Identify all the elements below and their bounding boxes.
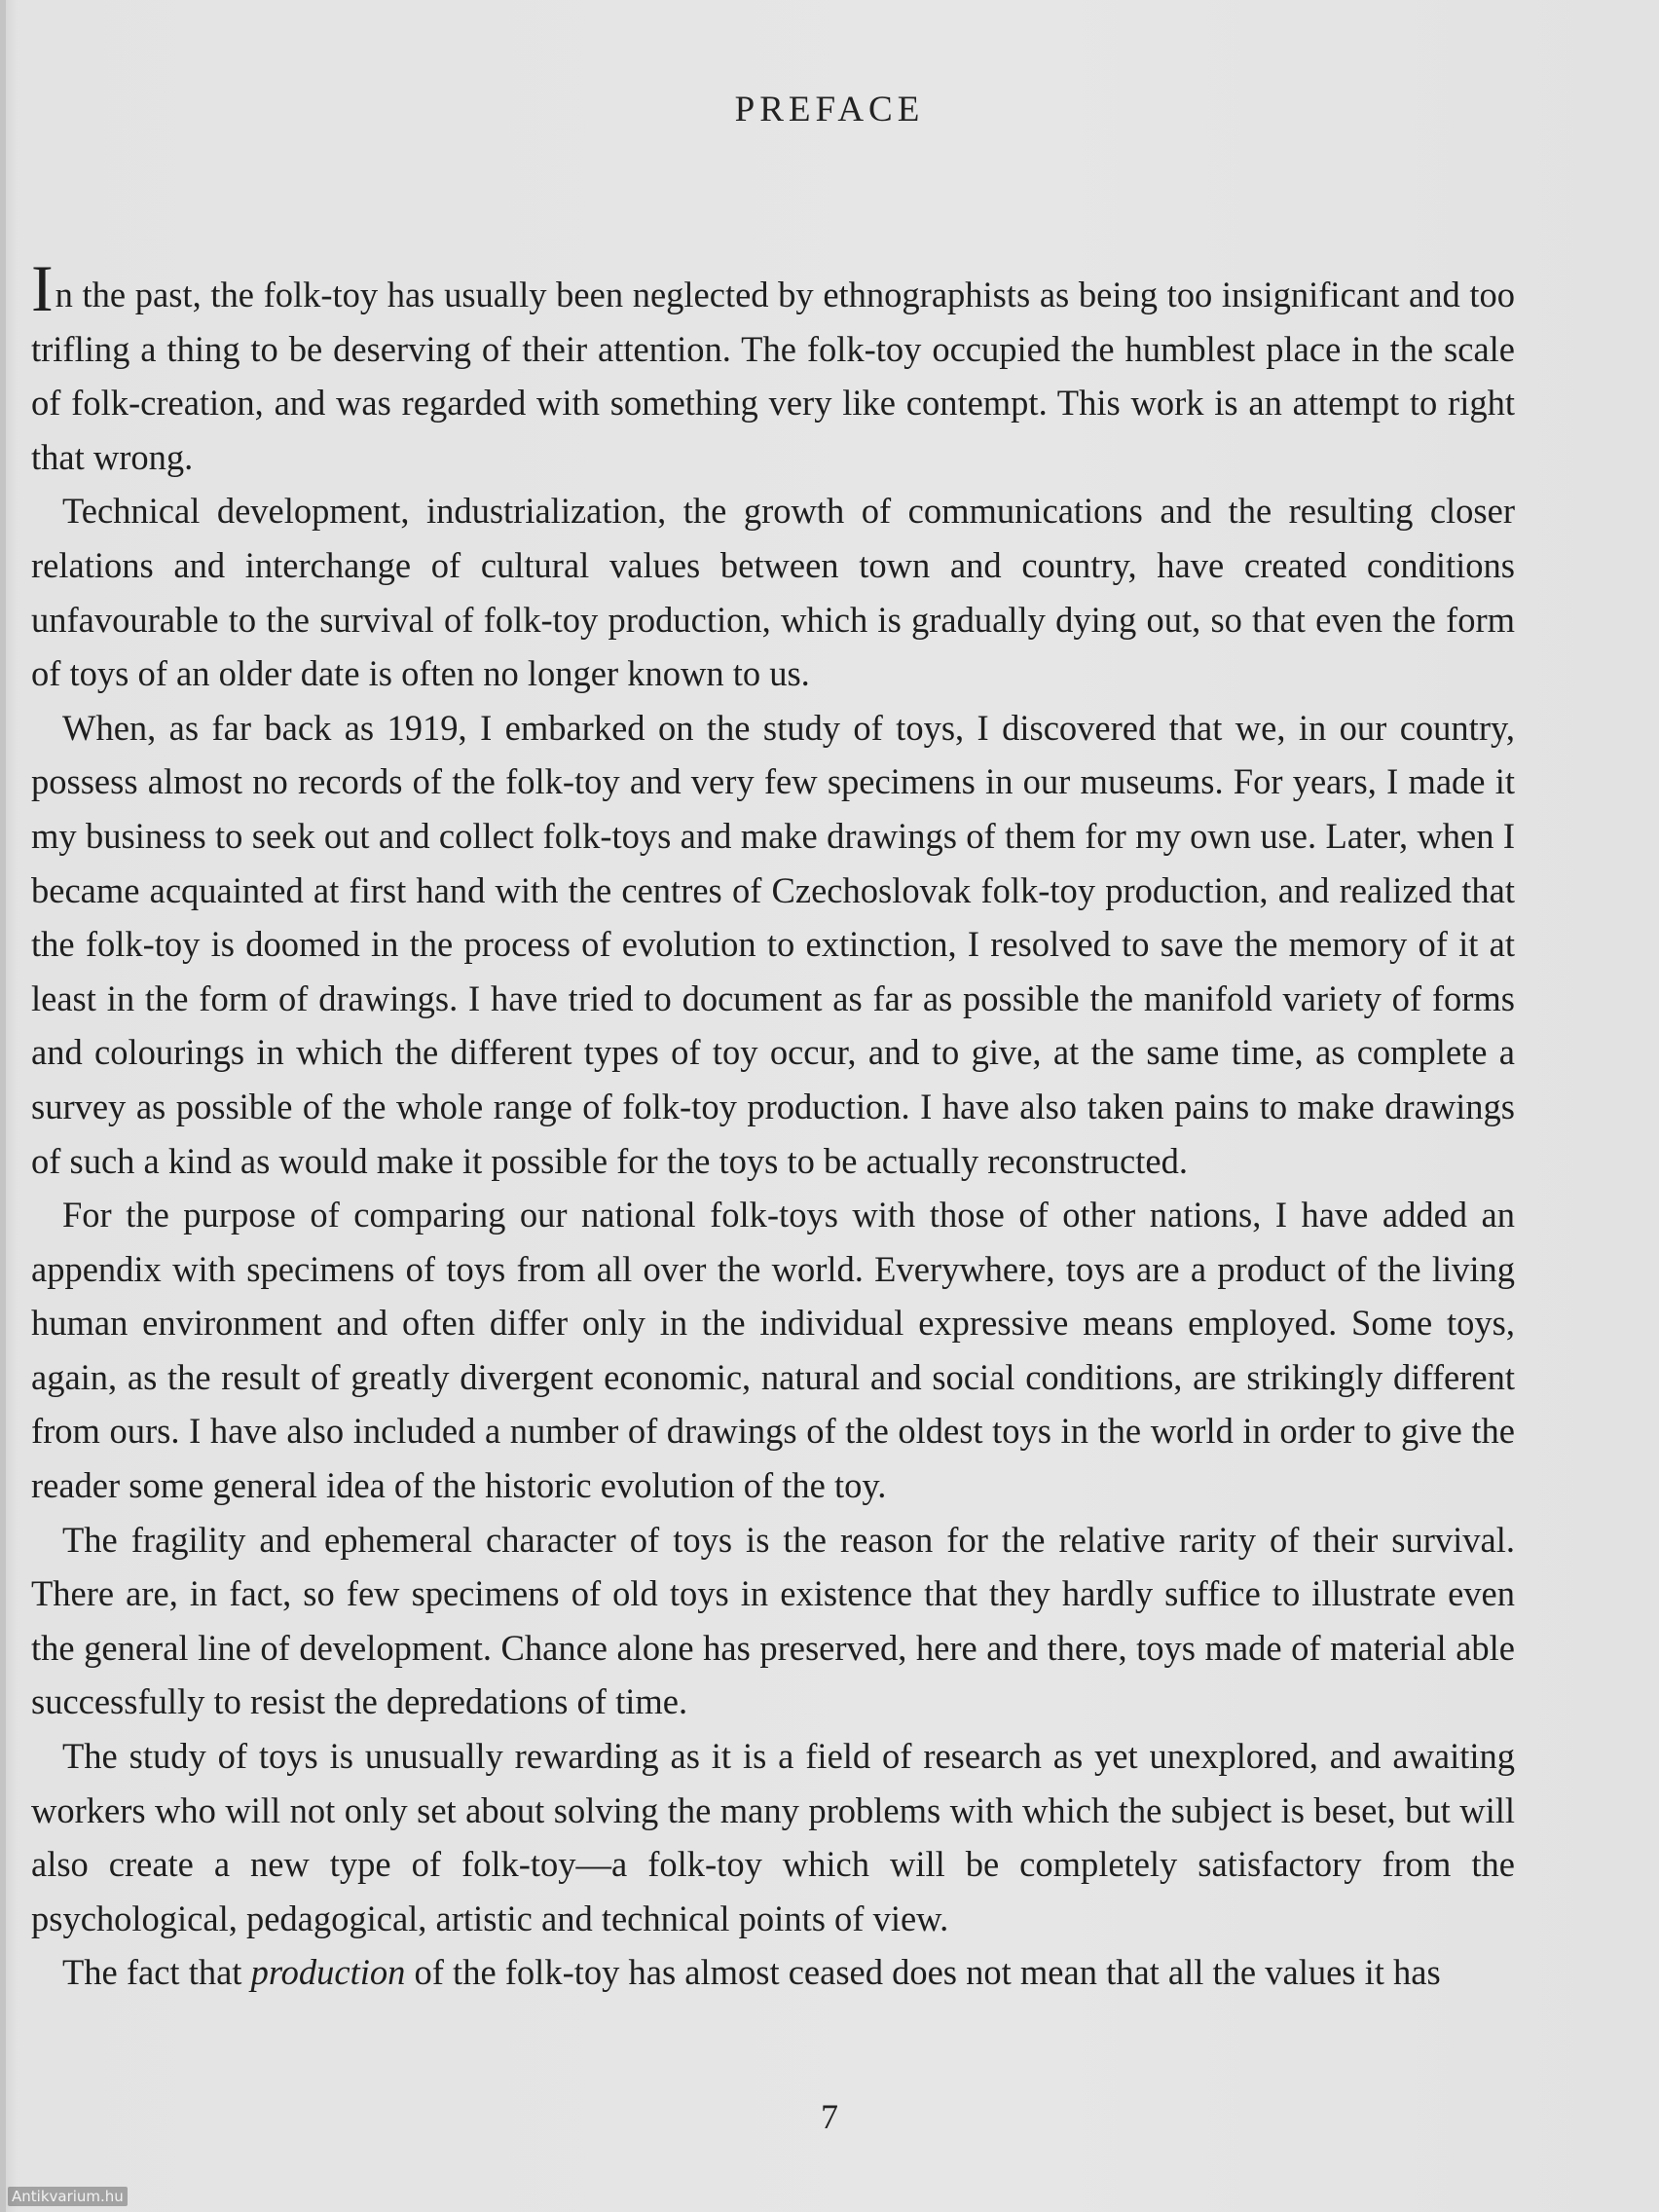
paragraph-1 — [31, 251, 1515, 484]
paragraph-3: When, as far back as 1919, I embarked on the study of toys, I discovered that we, in our country, possess almost no records of the folk-toy and very few specimens in our museums. For years, I made it my business to seek out and collect folk-toys and make drawings of them for my own use. Later, when I became acquainted at first hand with the centres of Czechoslovak folk-toy production, and realized that the folk-toy is doomed in the process of evolution to extinction, I resolved to save the memory of it at least in the form of drawings. I have tried to document as far as possible the manifold variety of forms and colourings in which the different types of toy occur, and to give, at the same time, as complete a survey as possible of the whole range of folk-toy production. I have also taken pains to make drawings of such a kind as would make it possible for the toys to be actually reconstructed. — [31, 707, 1515, 1181]
paragraph-7 — [31, 1945, 1515, 2000]
drop-cap: I — [31, 251, 54, 325]
paragraph-5: The fragility and ephemeral character of toys is the reason for the relative rarity of their survival. There are, in fact, so few specimens of old toys in existence that they hardly suffice to illustrate even the general line of development. Chance alone has preserved, here and there, toys made of material able successfully to resist the depredations of time. — [31, 1519, 1515, 1722]
watermark: Antikvarium.hu — [8, 2187, 128, 2206]
paragraph-7-emphasis: production — [250, 1952, 406, 1993]
paragraph-7-text-before: The fact that — [62, 1952, 251, 1993]
page-number: 7 — [821, 2097, 838, 2136]
paragraph-2: Technical development, industrialization, the growth of communications and the resulting closer relations and interchange of cultural values between town and country, have created conditions unfavourable to the survival of folk-toy production, which is gradually dying out, so that even the form of toys of an older date is often no longer known to us. — [31, 491, 1515, 694]
page-title: PREFACE — [734, 90, 925, 129]
paragraph-4: For the purpose of comparing our national folk-toys with those of other nations, I have added an appendix with specimens of toys from all over the world. Everywhere, toys are a product of the living human environment and often differ only in the individual expressive means employed. Some toys, again, as the result of greatly divergent economic, natural and social conditions, are strikingly different from ours. I have also included a number of drawings of the oldest toys in the world in order to give the reader some general idea of the historic evolution of the toy. — [31, 1195, 1515, 1506]
preface-body — [31, 251, 1515, 2000]
paragraph-6: The study of toys is unusually rewarding as it is a field of research as yet unexplored, and awaiting workers who will not only set about solving the many problems with which the subject is beset, but will also create a new type of folk-toy—a folk-toy which will be completely satisfactory from the psychological, pedagogical, artistic and technical points of view. — [31, 1736, 1515, 1938]
paragraph-7-text-after: of the folk-toy has almost ceased does not mean that all the values it has — [405, 1952, 1441, 1993]
paragraph-1-text: n the past, the folk-toy has usually been neglected by ethnographists as being too insignificant and too trifling a thing to be deserving of their attention. The folk-toy occupied the humblest place in the scale of folk-creation, and was regarded with something very like contempt. This work is an attempt to right that wrong. — [31, 275, 1515, 477]
